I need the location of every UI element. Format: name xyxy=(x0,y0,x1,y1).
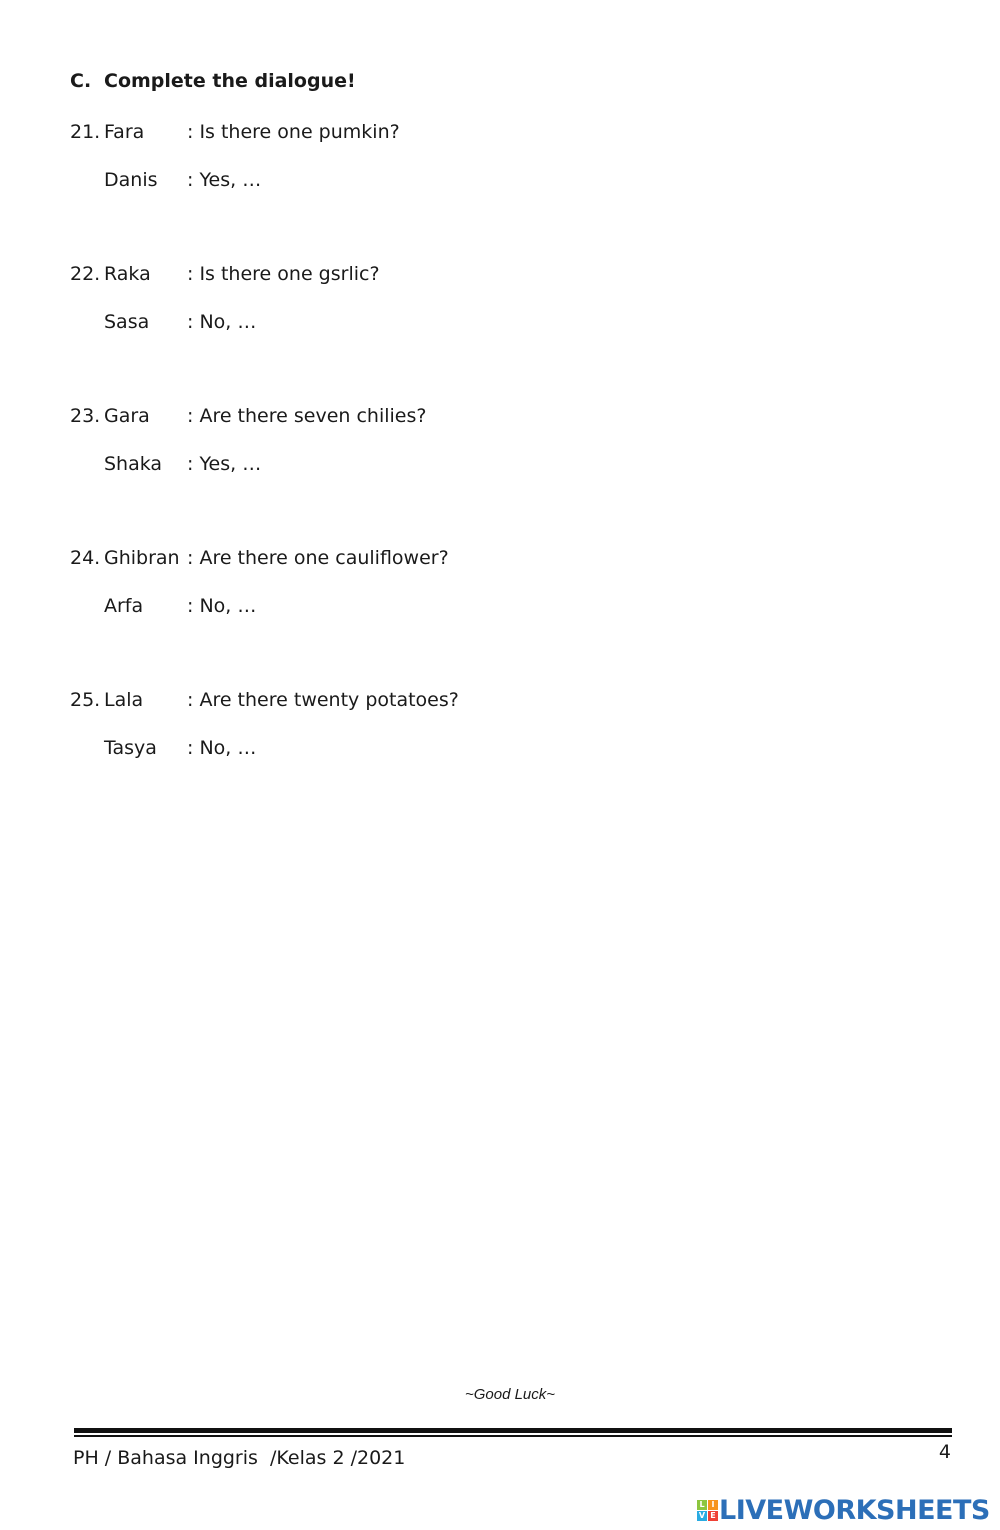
logo-tile-l: L xyxy=(697,1500,707,1510)
question-text: : Are there one cauliflower? xyxy=(187,547,449,569)
answer-blank[interactable]: : No, … xyxy=(187,595,257,617)
footer-divider-thick xyxy=(74,1428,952,1433)
speaker-name: Arfa xyxy=(104,595,144,617)
footer-divider-thin xyxy=(74,1435,952,1437)
item-number: 22. xyxy=(70,263,101,285)
speaker-name: Shaka xyxy=(104,453,163,475)
speaker-name: Gara xyxy=(104,405,150,427)
question-text: : Is there one pumkin? xyxy=(187,121,400,143)
item-number: 25. xyxy=(70,689,101,711)
speaker-name: Tasya xyxy=(104,737,157,759)
question-text: : Are there twenty potatoes? xyxy=(187,689,459,711)
dialogue-item xyxy=(70,687,870,783)
speaker-name: Sasa xyxy=(104,311,150,333)
section-title: Complete the dialogue! xyxy=(104,70,356,92)
dialogue-answer xyxy=(70,309,870,357)
dialogue-question xyxy=(70,545,870,593)
dialogue-question xyxy=(70,261,870,309)
dialogue-item xyxy=(70,261,870,357)
answer-blank[interactable]: : No, … xyxy=(187,737,257,759)
liveworksheets-logo[interactable] xyxy=(697,1493,990,1527)
dialogue-answer xyxy=(70,735,870,783)
speaker-name: Fara xyxy=(104,121,145,143)
answer-blank[interactable]: : Yes, … xyxy=(187,453,262,475)
item-number: 23. xyxy=(70,405,101,427)
closing-note: ~Good Luck~ xyxy=(464,1386,556,1403)
speaker-name: Danis xyxy=(104,169,158,191)
dialogue-answer xyxy=(70,167,870,215)
question-text: : Is there one gsrlic? xyxy=(187,263,380,285)
liveworksheets-logo-text: LIVEWORKSHEETS xyxy=(719,1494,990,1526)
page-number: 4 xyxy=(938,1441,951,1463)
logo-tile-i: I xyxy=(708,1500,718,1510)
dialogue-item xyxy=(70,119,870,215)
dialogue-item xyxy=(70,403,870,499)
speaker-name: Ghibran xyxy=(104,547,180,569)
logo-tile-v: V xyxy=(698,1510,706,1520)
dialogue-answer xyxy=(70,593,870,641)
liveworksheets-logo-icon xyxy=(697,1500,718,1521)
section-letter: C. xyxy=(70,70,92,92)
answer-blank[interactable]: : No, … xyxy=(187,311,257,333)
dialogue-answer xyxy=(70,451,870,499)
logo-tile-e: E xyxy=(708,1511,718,1521)
dialogue-question xyxy=(70,119,870,167)
item-number: 21. xyxy=(70,121,101,143)
item-number: 24. xyxy=(70,547,101,569)
dialogue-item xyxy=(70,545,870,641)
question-text: : Are there seven chilies? xyxy=(187,405,427,427)
footer-course-info: PH / Bahasa Inggris /Kelas 2 /2021 xyxy=(73,1447,406,1469)
answer-blank[interactable]: : Yes, … xyxy=(187,169,262,191)
speaker-name: Raka xyxy=(104,263,151,285)
dialogue-question xyxy=(70,687,870,735)
section-heading xyxy=(70,70,356,92)
dialogue-list xyxy=(70,119,870,829)
speaker-name: Lala xyxy=(104,689,144,711)
dialogue-question xyxy=(70,403,870,451)
